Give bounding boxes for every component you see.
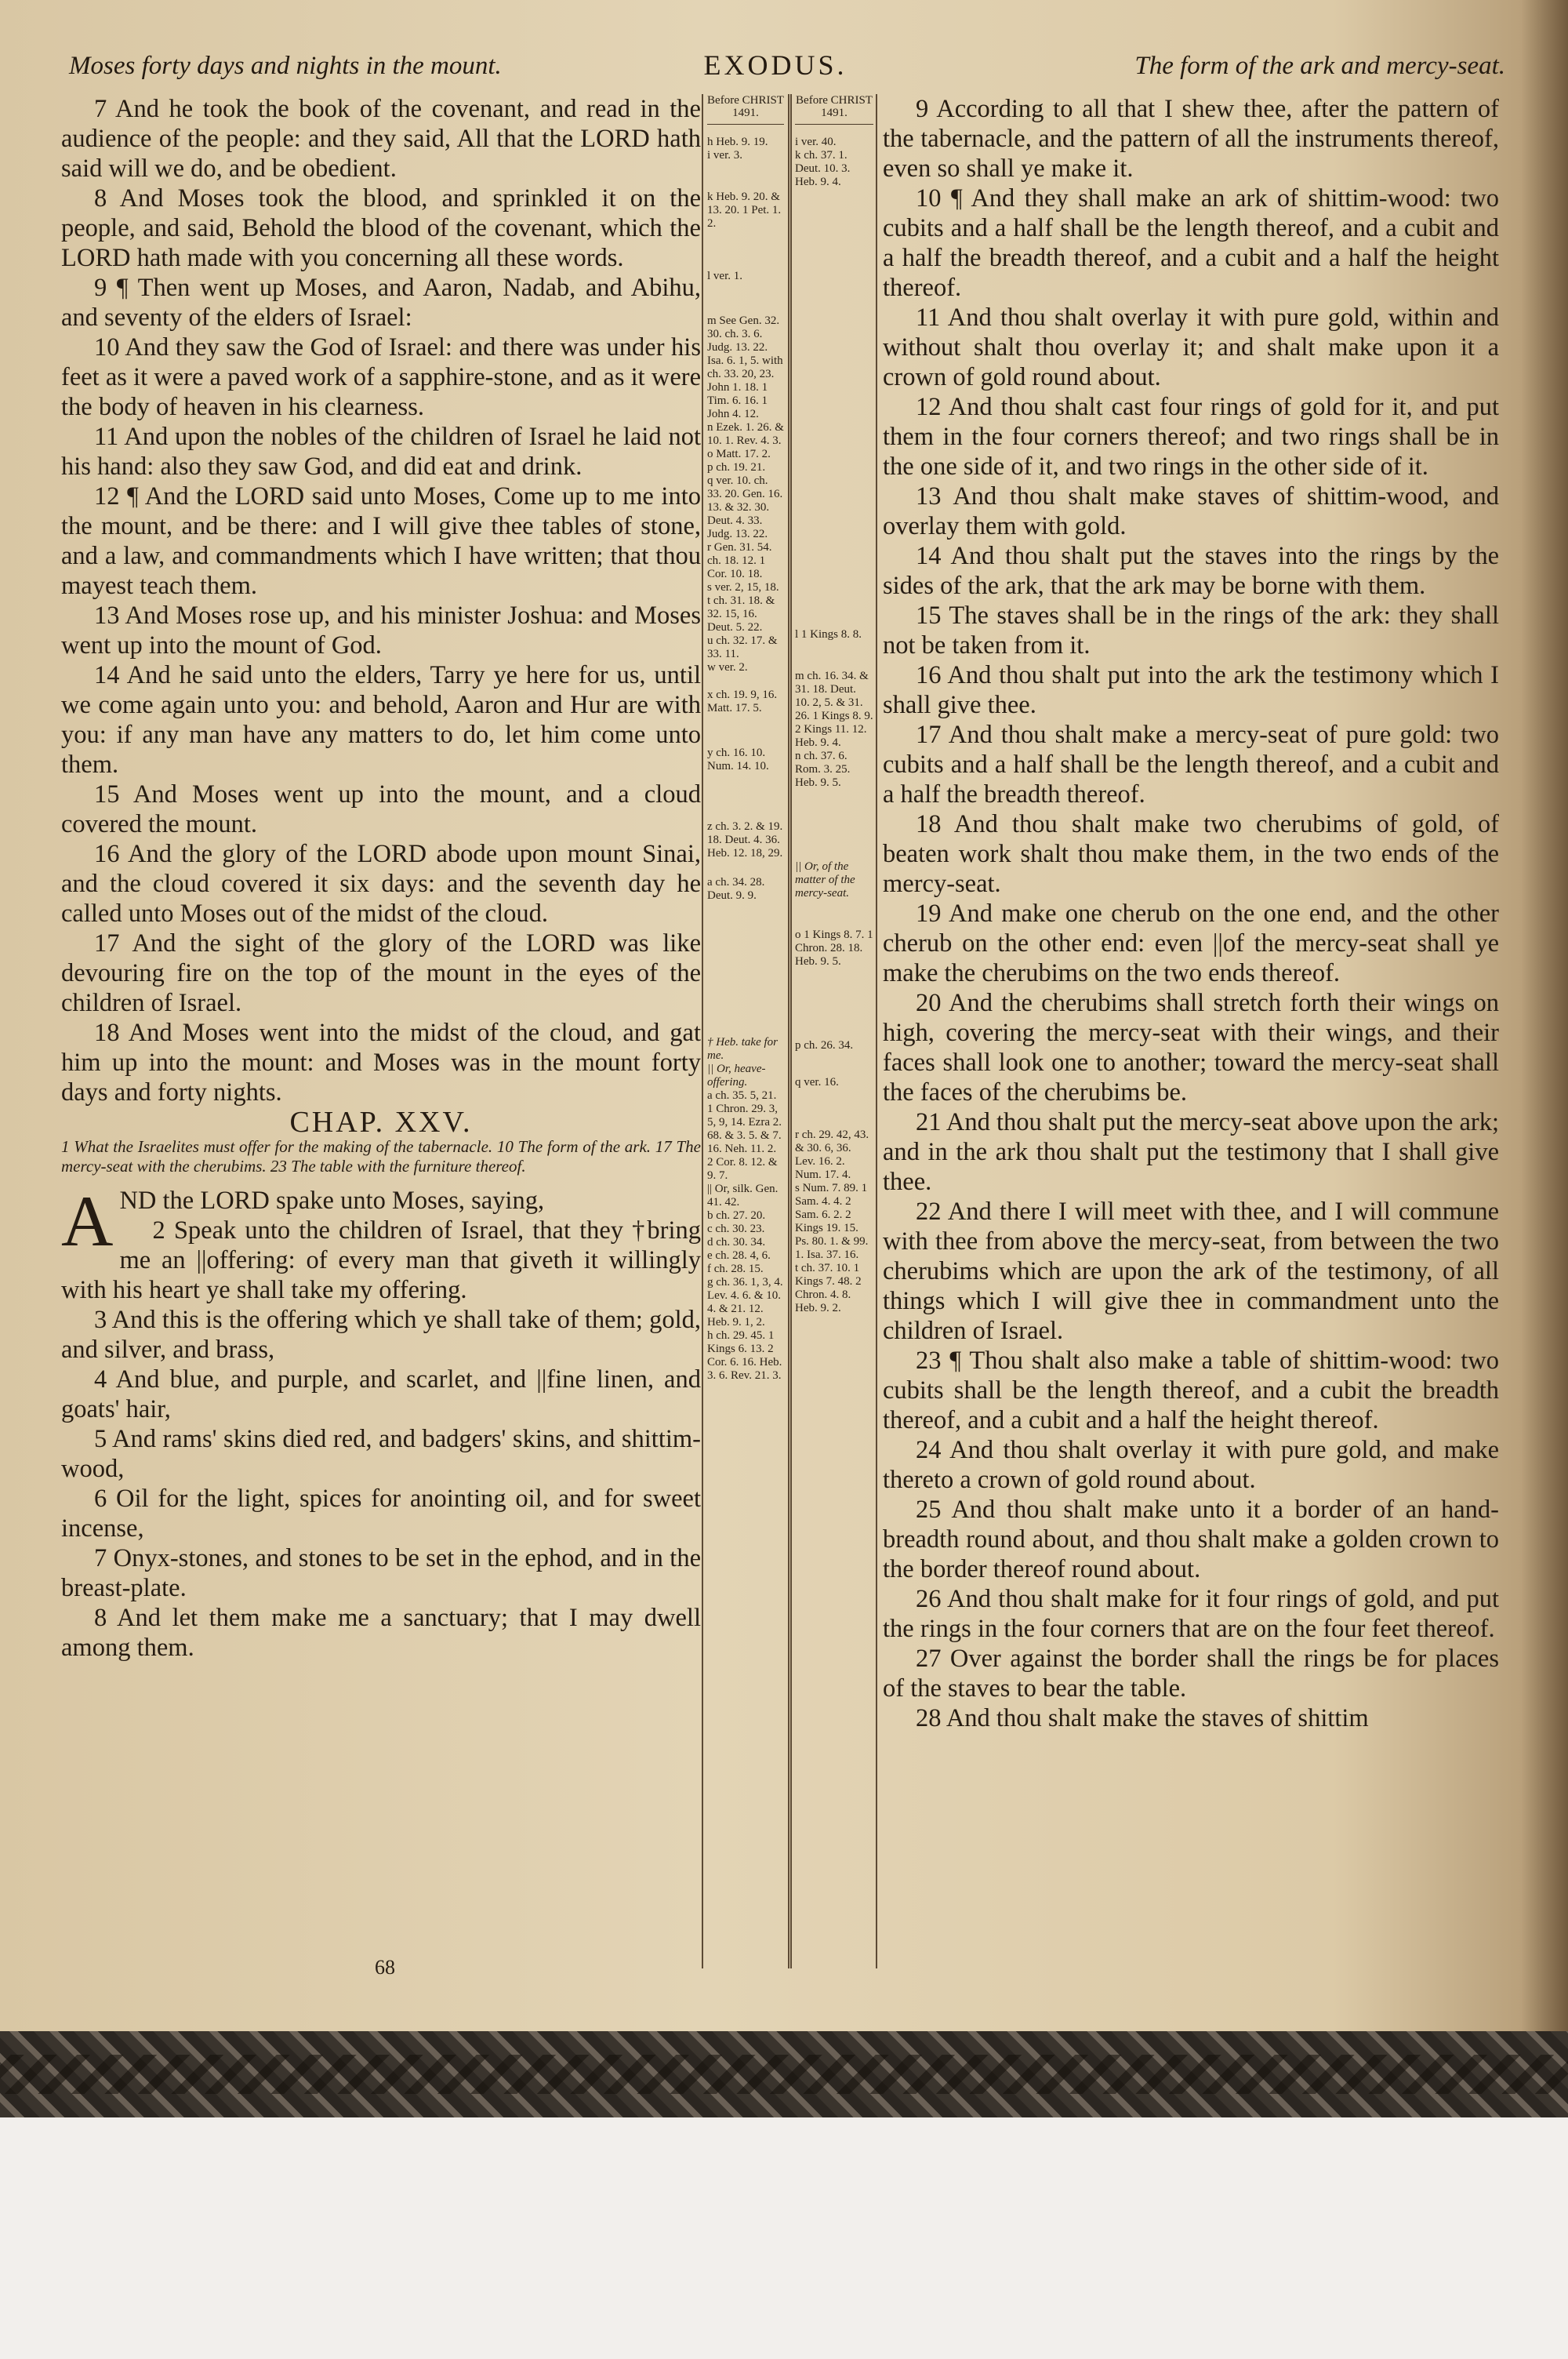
margin-date-heading: Before CHRIST 1491. xyxy=(707,94,784,125)
running-head xyxy=(63,49,1505,91)
margin-ref: q ver. 16. xyxy=(795,1076,839,1089)
verse: 23 ¶ Thou shalt also make a table of shittim-wood: two cubits shall be the length thereof, and a cubit the breadth thereof, and a cubit and a half the height thereof. xyxy=(883,1347,1499,1434)
margin-ref: b ch. 27. 20. xyxy=(707,1209,766,1222)
column-rule xyxy=(876,94,877,1968)
margin-ref: q ver. 10. ch. 33. 20. Gen. 16. 13. & 32. 30. Deut. 4. 33. Judg. 13. 22. xyxy=(707,474,783,540)
running-head-right: The form of the ark and mercy-seat. xyxy=(1134,52,1505,80)
margin-ref: k ch. 37. 1. Deut. 10. 3. Heb. 9. 4. xyxy=(795,149,851,188)
verse: 28 And thou shalt make the staves of shittim xyxy=(916,1704,1369,1732)
margin-ref: z ch. 3. 2. & 19. 18. Deut. 4. 36. Heb. 12. 18, 29. xyxy=(707,820,783,860)
column-rule xyxy=(790,94,792,1968)
margin-ref: h Heb. 9. 19. xyxy=(707,136,768,148)
verse: 16 And the glory of the LORD abode upon mount Sinai, and the cloud covered it six days: and the seventh day he called unto Moses out of the midst of the cloud. xyxy=(61,840,701,928)
margin-ref: t ch. 37. 10. 1 Kings 7. 48. 2 Chron. 4. 8. Heb. 9. 2. xyxy=(795,1262,862,1314)
page-edge-shadow xyxy=(1521,0,1568,2031)
verse: 17 And thou shalt make a mercy-seat of pure gold: two cubits and a half shall be the length thereof, and a cubit and a half the breadth thereof. xyxy=(883,721,1499,809)
margin-ref: y ch. 16. 10. Num. 14. 10. xyxy=(707,747,769,772)
verse: 27 Over against the border shall the rings be for places of the staves to bear the table. xyxy=(883,1645,1499,1703)
verse: 9 ¶ Then went up Moses, and Aaron, Nadab, and Abihu, and seventy of the elders of Israel: xyxy=(61,274,701,332)
verse: 11 And thou shalt overlay it with pure gold, within and without shalt thou overlay it; and shalt make upon it a crown of gold round about. xyxy=(883,304,1499,391)
margin-ref: † Heb. take for me. xyxy=(707,1036,778,1062)
verse: 15 The staves shall be in the rings of the ark: they shall not be taken from it. xyxy=(883,602,1499,660)
margin-ref: t ch. 31. 18. & 32. 15, 16. Deut. 5. 22. xyxy=(707,594,775,634)
verse: 6 Oil for the light, spices for anointing oil, and for sweet incense, xyxy=(61,1485,701,1543)
verse: 21 And thou shalt put the mercy-seat above upon the ark; and in the ark thou shalt put the testimony that I shall give thee. xyxy=(883,1108,1499,1196)
verse: 7 Onyx-stones, and stones to be set in the ephod, and in the breast-plate. xyxy=(61,1544,701,1602)
margin-ref: p ch. 19. 21. xyxy=(707,461,766,474)
verse: 8 And Moses took the blood, and sprinkled it on the people, and said, Behold the blood of the covenant, which the LORD hath made with you concerning all these words. xyxy=(61,184,701,272)
margin-ref: n ch. 37. 6. Rom. 3. 25. Heb. 9. 5. xyxy=(795,750,851,789)
verse: 18 And thou shalt make two cherubims of gold, of beaten work shalt thou make them, in the two ends of the mercy-seat. xyxy=(883,810,1499,898)
verse: 12 And thou shalt cast four rings of gold for it, and put them in the four corners thereof; and two rings shall be in the one side of it, and two rings in the other side of it. xyxy=(883,393,1499,481)
verse: 10 And they saw the God of Israel: and there was under his feet as it were a paved work of a sapphire-stone, and as it were the body of heaven in his clearness. xyxy=(61,333,701,421)
verse: 2 Speak unto the children of Israel, that they †bring me an ||offering: of every man that giveth it willingly with his heart ye shall take my offering. xyxy=(61,1216,701,1304)
verse: 12 ¶ And the LORD said unto Moses, Come up to me into the mount, and be there: and I will give thee tables of stone, and a law, and commandments which I have written; that thou mayest teach them. xyxy=(61,482,701,600)
margin-ref: s ver. 2, 15, 18. xyxy=(707,581,779,594)
margin-ref: c ch. 30. 23. xyxy=(707,1223,765,1235)
margin-ref: w ver. 2. xyxy=(707,661,748,674)
margin-ref: f ch. 28. 15. xyxy=(707,1263,764,1275)
verse: 19 And make one cherub on the one end, and the other cherub on the other end: even ||of the mercy-seat shall ye make the cherubims on the two ends thereof. xyxy=(883,900,1499,987)
verse: 15 And Moses went up into the mount, and a cloud covered the mount. xyxy=(61,780,701,838)
margin-ref: o Matt. 17. 2. xyxy=(707,448,771,460)
verse: 9 According to all that I shew thee, after the pattern of the tabernacle, and the pattern of all the instruments thereof, even so shall ye make it. xyxy=(883,95,1499,183)
verse: 17 And the sight of the glory of the LORD was like devouring fire on the top of the mount in the eyes of the children of Israel. xyxy=(61,929,701,1017)
margin-ref: i ver. 40. xyxy=(795,136,837,148)
margin-ref: n Ezek. 1. 26. & 10. 1. Rev. 4. 3. xyxy=(707,421,784,447)
verse: 10 ¶ And they shall make an ark of shittim-wood: two cubits and a half shall be the length thereof, and a cubit and a half the breadth thereof, and a cubit and a half the height thereof. xyxy=(883,184,1499,302)
margin-ref: r Gen. 31. 54. ch. 18. 12. 1 Cor. 10. 18. xyxy=(707,541,772,580)
verse: 26 And thou shalt make for it four rings of gold, and put the rings in the four corners that are on the four feet thereof. xyxy=(883,1585,1499,1643)
margin-ref: u ch. 32. 17. & 33. 11. xyxy=(707,634,778,660)
verse: 5 And rams' skins died red, and badgers' skins, and shittim-wood, xyxy=(61,1425,701,1483)
margin-ref: || Or, silk. Gen. 41. 42. xyxy=(707,1183,779,1209)
cross-reference-margin-left xyxy=(707,94,784,1383)
margin-ref: o 1 Kings 8. 7. 1 Chron. 28. 18. Heb. 9. 5. xyxy=(795,929,873,968)
margin-ref: || Or, of the matter of the mercy-seat. xyxy=(795,860,855,900)
column-rule xyxy=(788,94,789,1968)
margin-ref: a ch. 34. 28. Deut. 9. 9. xyxy=(707,876,765,902)
margin-ref: || Or, heave-offering. xyxy=(707,1063,766,1089)
running-head-book: EXODUS. xyxy=(703,49,848,81)
first-verse-text: ND the LORD spake unto Moses, saying, xyxy=(119,1187,545,1215)
right-text-column xyxy=(883,94,1499,1733)
margin-date-heading: Before CHRIST 1491. xyxy=(795,94,873,125)
margin-ref: m ch. 16. 34. & 31. 18. Deut. 10. 2, 5. & 31. 26. 1 Kings 8. 9. 2 Kings 11. 12. Heb. 9. 4. xyxy=(795,670,873,749)
drop-cap: A xyxy=(61,1181,114,1261)
verse: 14 And he said unto the elders, Tarry ye here for us, until we come again unto you: and behold, Aaron and Hur are with you: if any man have any matters to do, let him come unto them. xyxy=(61,661,701,779)
margin-ref: h ch. 29. 45. 1 Kings 6. 13. 2 Cor. 6. 16. Heb. 3. 6. Rev. 21. 3. xyxy=(707,1329,782,1382)
page-number: 68 xyxy=(375,1956,395,1979)
background-surface xyxy=(0,2117,1568,2359)
chapter-title: CHAP. XXV. xyxy=(289,1106,473,1139)
verse: 8 And let them make me a sanctuary; that I may dwell among them. xyxy=(61,1604,701,1662)
verse: 22 And there I will meet with thee, and I will commune with thee from above the mercy-seat, from between the two cherubims which are upon the ark of the testimony, of all things which I will give thee in commandment unto the children of Israel. xyxy=(883,1198,1499,1345)
margin-ref: g ch. 36. 1, 3, 4. Lev. 4. 6. & 10. 4. & 21. 12. Heb. 9. 1, 2. xyxy=(707,1276,783,1329)
verse: 11 And upon the nobles of the children of Israel he laid not his hand: also they saw God, and did eat and drink. xyxy=(61,423,701,481)
verse: 7 And he took the book of the covenant, and read in the audience of the people: and they said, All that the LORD hath said will we do, and be obedient. xyxy=(61,95,701,183)
margin-ref: l ver. 1. xyxy=(707,270,742,282)
margin-ref: e ch. 28. 4, 6. xyxy=(707,1249,771,1262)
margin-ref: r ch. 29. 42, 43. & 30. 6, 36. Lev. 16. 2. Num. 17. 4. xyxy=(795,1129,869,1181)
margin-ref: a ch. 35. 5, 21. 1 Chron. 29. 3, 5, 9, 14. Ezra 2. 68. & 3. 5. & 7. 16. Neh. 11. 2. 2 Cor. 8. 12. & 9. 7. xyxy=(707,1089,782,1182)
column-rule xyxy=(702,94,703,1968)
margin-ref: l 1 Kings 8. 8. xyxy=(795,628,862,641)
verse: 18 And Moses went into the midst of the cloud, and gat him up into the mount: and Moses was in the mount forty days and forty nights. xyxy=(61,1019,701,1107)
cross-reference-margin-right xyxy=(795,94,873,1315)
chapter-summary: 1 What the Israelites must offer for the making of the tabernacle. 10 The form of the ark. 17 The mercy-seat with the cherubims. 23 The table with the furniture thereof. xyxy=(61,1137,701,1176)
margin-ref: i ver. 3. xyxy=(707,149,742,162)
margin-ref: x ch. 19. 9, 16. Matt. 17. 5. xyxy=(707,689,778,714)
verse: 20 And the cherubims shall stretch forth their wings on high, covering the mercy-seat with their wings, and their faces shall look one to another; toward the mercy-seat shall the faces of the cherubims be. xyxy=(883,989,1499,1107)
verse: 24 And thou shalt overlay it with pure gold, and make thereto a crown of gold round about. xyxy=(883,1436,1499,1494)
verse: 16 And thou shalt put into the ark the testimony which I shall give thee. xyxy=(883,661,1499,719)
verse: 13 And thou shalt make staves of shittim-wood, and overlay them with gold. xyxy=(883,482,1499,540)
verse: 13 And Moses rose up, and his minister Joshua: and Moses went up into the mount of God. xyxy=(61,602,701,660)
left-text-column xyxy=(61,94,701,1663)
verse: 3 And this is the offering which ye shall take of them; gold, and silver, and brass, xyxy=(61,1306,701,1364)
verse: 14 And thou shalt put the staves into the rings by the sides of the ark, that the ark may be borne with them. xyxy=(883,542,1499,600)
margin-ref: d ch. 30. 34. xyxy=(707,1236,766,1249)
margin-ref: k Heb. 9. 20. & 13. 20. 1 Pet. 1. 2. xyxy=(707,191,782,230)
margin-ref: s Num. 7. 89. 1 Sam. 4. 4. 2 Sam. 6. 2. 2 Kings 19. 15. Ps. 80. 1. & 99. 1. Isa. 37. 16. xyxy=(795,1182,869,1261)
book-binding-pattern xyxy=(0,2055,1568,2094)
verse: 25 And thou shalt make unto it a border of an hand-breadth round about, and thou shalt make a golden crown to the border thereof round about. xyxy=(883,1496,1499,1583)
running-head-left: Moses forty days and nights in the mount. xyxy=(69,52,502,80)
margin-ref: p ch. 26. 34. xyxy=(795,1039,854,1052)
verse: 4 And blue, and purple, and scarlet, and ||fine linen, and goats' hair, xyxy=(61,1365,701,1423)
margin-ref: m See Gen. 32. 30. ch. 3. 6. Judg. 13. 22. Isa. 6. 1, 5. with ch. 33. 20, 23. John 1. 18. 1 Tim. 6. 16. 1 John 4. 12. xyxy=(707,314,783,420)
